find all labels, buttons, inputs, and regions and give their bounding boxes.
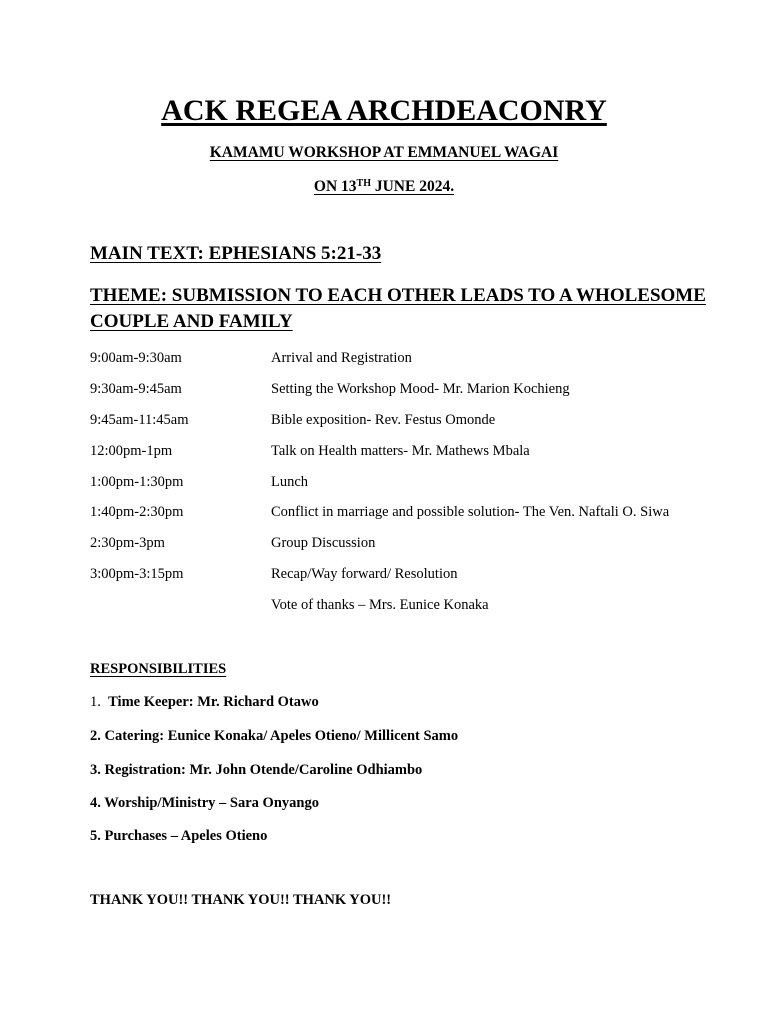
responsibility-text: Time Keeper: Mr. Richard Otawo bbox=[108, 694, 319, 710]
schedule-time: 3:00pm-3:15pm bbox=[90, 566, 184, 582]
closing-thanks: THANK YOU!! THANK YOU!! THANK YOU!! bbox=[90, 892, 392, 908]
schedule-time: 9:45am-11:45am bbox=[90, 412, 189, 428]
event-date-suffix: JUNE 2024. bbox=[370, 178, 455, 195]
main-text-heading: MAIN TEXT: EPHESIANS 5:21-33 bbox=[90, 243, 382, 264]
schedule-time: 12:00pm-1pm bbox=[90, 443, 173, 459]
event-date-superscript: TH bbox=[356, 178, 371, 189]
document-subtitle: KAMAMU WORKSHOP AT EMMANUEL WAGAI bbox=[209, 144, 559, 161]
schedule-time: 1:00pm-1:30pm bbox=[90, 474, 184, 490]
schedule-time: 1:40pm-2:30pm bbox=[90, 504, 184, 520]
schedule-activity: Bible exposition- Rev. Festus Omonde bbox=[271, 412, 496, 428]
responsibility-item bbox=[90, 694, 319, 711]
schedule-activity: Recap/Way forward/ Resolution bbox=[271, 566, 458, 582]
responsibility-number: 5. bbox=[90, 828, 101, 844]
schedule-time: 9:30am-9:45am bbox=[90, 381, 182, 397]
schedule-activity: Setting the Workshop Mood- Mr. Marion Kochieng bbox=[271, 381, 570, 397]
responsibility-number: 2. bbox=[90, 728, 101, 744]
schedule-activity: Vote of thanks – Mrs. Eunice Konaka bbox=[271, 597, 489, 613]
responsibility-item bbox=[90, 728, 458, 745]
responsibility-text: Catering: Eunice Konaka/ Apeles Otieno/ Millicent Samo bbox=[104, 728, 459, 744]
schedule-activity: Arrival and Registration bbox=[271, 350, 412, 366]
schedule-activity: Group Discussion bbox=[271, 535, 376, 551]
responsibility-number: 1. bbox=[90, 694, 101, 710]
document-title: ACK REGEA ARCHDEACONRY bbox=[161, 94, 607, 127]
responsibility-number: 3. bbox=[90, 762, 101, 778]
theme-heading: THEME: SUBMISSION TO EACH OTHER LEADS TO A WHOLESOME COUPLE AND FAMILY bbox=[90, 285, 706, 332]
schedule-activity: Lunch bbox=[271, 474, 309, 490]
responsibility-item bbox=[90, 762, 422, 779]
responsibility-text: Purchases – Apeles Otieno bbox=[104, 828, 268, 844]
schedule-time: 2:30pm-3pm bbox=[90, 535, 165, 551]
schedule-time: 9:00am-9:30am bbox=[90, 350, 182, 366]
responsibility-number: 4. bbox=[90, 795, 101, 811]
event-date-prefix: ON 13 bbox=[313, 178, 357, 195]
schedule-activity: Conflict in marriage and possible solution- The Ven. Naftali O. Siwa bbox=[271, 504, 670, 520]
schedule-activity: Talk on Health matters- Mr. Mathews Mbala bbox=[271, 443, 530, 459]
responsibility-text: Worship/Ministry – Sara Onyango bbox=[104, 795, 319, 811]
responsibilities-heading: RESPONSIBILITIES bbox=[90, 661, 227, 677]
event-date bbox=[0, 178, 768, 196]
responsibility-item bbox=[90, 828, 267, 845]
responsibility-item bbox=[90, 795, 319, 812]
responsibility-text: Registration: Mr. John Otende/Caroline Odhiambo bbox=[104, 762, 423, 778]
